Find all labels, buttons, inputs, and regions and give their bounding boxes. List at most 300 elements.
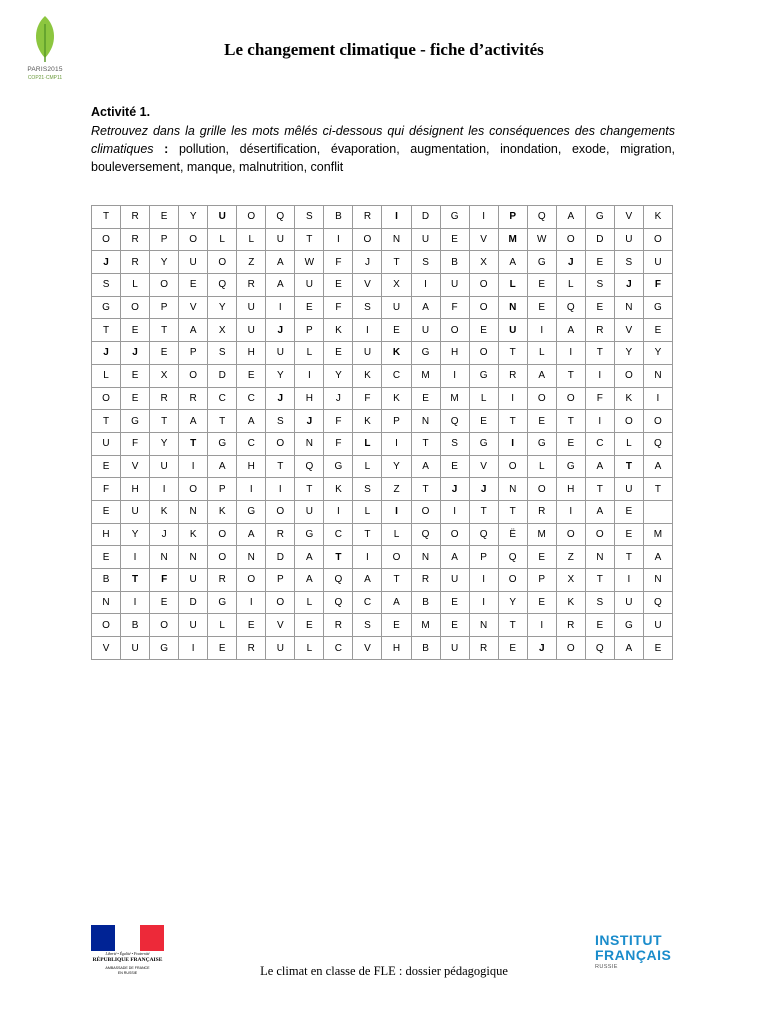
grid-cell: E (440, 591, 469, 614)
grid-cell: I (469, 206, 498, 229)
grid-cell: T (643, 478, 672, 501)
grid-row (92, 546, 673, 569)
grid-cell: L (353, 455, 382, 478)
grid-cell: C (353, 591, 382, 614)
grid-cell: E (92, 546, 121, 569)
grid-cell: P (382, 410, 411, 433)
grid-cell: A (411, 296, 440, 319)
grid-cell: U (643, 614, 672, 637)
grid-cell: T (498, 342, 527, 365)
grid-cell: T (353, 523, 382, 546)
grid-cell: U (179, 251, 208, 274)
grid-cell: T (382, 569, 411, 592)
grid-cell: P (150, 228, 179, 251)
grid-cell: O (382, 546, 411, 569)
grid-cell: P (150, 296, 179, 319)
grid-cell: I (498, 432, 527, 455)
grid-cell: G (208, 432, 237, 455)
grid-cell: O (643, 410, 672, 433)
grid-cell: T (585, 478, 614, 501)
word-search-grid (91, 205, 673, 660)
grid-cell: O (179, 364, 208, 387)
grid-cell: R (208, 569, 237, 592)
grid-cell: T (498, 410, 527, 433)
grid-cell: I (266, 296, 295, 319)
grid-cell: K (208, 500, 237, 523)
if-logo-line3: RUSSIE (595, 964, 618, 970)
if-logo-line1: INSTITUT (595, 932, 662, 948)
grid-cell: J (92, 251, 121, 274)
instruction-separator: : (153, 142, 179, 156)
grid-cell: K (353, 364, 382, 387)
grid-cell: N (643, 569, 672, 592)
grid-cell: A (585, 500, 614, 523)
grid-cell: V (469, 228, 498, 251)
grid-cell: J (440, 478, 469, 501)
grid-cell: U (440, 569, 469, 592)
grid-cell: G (121, 410, 150, 433)
grid-cell: T (150, 319, 179, 342)
grid-cell: O (266, 432, 295, 455)
grid-cell: Y (382, 455, 411, 478)
grid-cell: Y (266, 364, 295, 387)
grid-cell: U (295, 274, 324, 297)
grid-cell: E (324, 342, 353, 365)
if-logo-line2: FRANÇAIS (595, 947, 672, 963)
rf-country: EN RUSSIE (117, 971, 138, 975)
grid-cell: Q (324, 569, 353, 592)
grid-cell: A (440, 546, 469, 569)
french-flag-icon (91, 925, 164, 951)
grid-cell: O (121, 296, 150, 319)
grid-cell: L (295, 342, 324, 365)
grid-cell: A (295, 569, 324, 592)
grid-cell: G (440, 206, 469, 229)
grid-cell: T (208, 410, 237, 433)
grid-cell: I (411, 274, 440, 297)
grid-cell: Q (440, 410, 469, 433)
grid-cell: R (266, 523, 295, 546)
grid-cell: E (527, 274, 556, 297)
grid-cell: F (643, 274, 672, 297)
grid-cell: O (614, 364, 643, 387)
grid-cell: C (382, 364, 411, 387)
grid-cell: T (92, 410, 121, 433)
grid-cell: F (585, 387, 614, 410)
grid-cell (643, 500, 672, 523)
grid-cell: U (237, 319, 266, 342)
grid-cell: O (179, 228, 208, 251)
grid-cell: O (440, 523, 469, 546)
grid-cell: I (556, 342, 585, 365)
grid-cell: T (324, 546, 353, 569)
grid-cell: L (121, 274, 150, 297)
grid-cell: I (382, 206, 411, 229)
grid-cell: T (498, 500, 527, 523)
grid-cell: O (556, 637, 585, 660)
grid-cell: O (266, 591, 295, 614)
grid-cell: I (179, 637, 208, 660)
grid-cell: Y (150, 432, 179, 455)
grid-cell: T (585, 569, 614, 592)
grid-cell: A (556, 319, 585, 342)
grid-cell: A (585, 455, 614, 478)
grid-cell: G (556, 455, 585, 478)
grid-cell: P (266, 569, 295, 592)
grid-cell: U (411, 319, 440, 342)
grid-cell: V (353, 637, 382, 660)
grid-cell: U (643, 251, 672, 274)
grid-cell: M (440, 387, 469, 410)
grid-cell: U (266, 228, 295, 251)
grid-cell: O (353, 228, 382, 251)
grid-cell: H (92, 523, 121, 546)
grid-cell: W (527, 228, 556, 251)
grid-cell: U (121, 500, 150, 523)
grid-cell: E (150, 591, 179, 614)
grid-cell: S (353, 614, 382, 637)
grid-cell: T (411, 478, 440, 501)
grid-cell: S (585, 591, 614, 614)
grid-cell: Q (585, 637, 614, 660)
grid-cell: S (614, 251, 643, 274)
grid-cell: K (179, 523, 208, 546)
grid-cell: U (440, 274, 469, 297)
grid-cell: V (92, 637, 121, 660)
grid-cell: J (469, 478, 498, 501)
grid-cell: S (92, 274, 121, 297)
grid-cell: Z (382, 478, 411, 501)
grid-cell: I (527, 319, 556, 342)
grid-cell: L (556, 274, 585, 297)
grid-cell: T (498, 614, 527, 637)
grid-cell: I (469, 591, 498, 614)
grid-cell: L (237, 228, 266, 251)
grid-cell: G (237, 500, 266, 523)
grid-cell: U (92, 432, 121, 455)
grid-cell: E (382, 614, 411, 637)
grid-cell: N (498, 296, 527, 319)
grid-cell: S (353, 478, 382, 501)
grid-cell: M (643, 523, 672, 546)
grid-cell: A (353, 569, 382, 592)
grid-cell: E (440, 614, 469, 637)
grid-cell: Y (643, 342, 672, 365)
grid-cell: C (237, 432, 266, 455)
footer-text: Le climat en classe de FLE : dossier pédagogique (260, 964, 508, 978)
grid-cell: G (614, 614, 643, 637)
grid-row (92, 342, 673, 365)
grid-cell: T (411, 432, 440, 455)
grid-cell: I (382, 500, 411, 523)
grid-cell: T (585, 342, 614, 365)
grid-cell: L (353, 432, 382, 455)
grid-cell: E (237, 614, 266, 637)
grid-cell: O (527, 478, 556, 501)
grid-cell: L (295, 591, 324, 614)
grid-cell: D (266, 546, 295, 569)
grid-cell: E (440, 228, 469, 251)
grid-cell: T (469, 500, 498, 523)
grid-cell: E (92, 500, 121, 523)
grid-cell: T (295, 228, 324, 251)
grid-cell: V (121, 455, 150, 478)
grid-cell: I (527, 614, 556, 637)
grid-cell: I (353, 546, 382, 569)
grid-cell: B (440, 251, 469, 274)
grid-cell: I (469, 569, 498, 592)
grid-cell: U (353, 342, 382, 365)
grid-cell: S (208, 342, 237, 365)
grid-cell: N (498, 478, 527, 501)
grid-cell: U (411, 228, 440, 251)
grid-cell: F (121, 432, 150, 455)
grid-cell: N (643, 364, 672, 387)
grid-cell: T (92, 206, 121, 229)
grid-cell: H (440, 342, 469, 365)
grid-cell: N (179, 546, 208, 569)
rf-name: RÉPUBLIQUE FRANÇAISE (92, 957, 163, 963)
grid-cell: A (266, 251, 295, 274)
grid-cell: O (556, 228, 585, 251)
grid-cell: O (498, 569, 527, 592)
grid-cell: N (411, 410, 440, 433)
grid-cell: Z (556, 546, 585, 569)
grid-cell: T (556, 410, 585, 433)
grid-cell: A (382, 591, 411, 614)
grid-cell: G (469, 364, 498, 387)
grid-cell: S (266, 410, 295, 433)
grid-cell: E (469, 319, 498, 342)
grid-cell: D (179, 591, 208, 614)
grid-cell: E (382, 319, 411, 342)
grid-cell: L (469, 387, 498, 410)
grid-cell: R (411, 569, 440, 592)
grid-cell: N (614, 296, 643, 319)
grid-cell: U (440, 637, 469, 660)
grid-cell: K (382, 387, 411, 410)
grid-cell: H (556, 478, 585, 501)
grid-cell: P (469, 546, 498, 569)
grid-cell: N (150, 546, 179, 569)
grid-cell: R (179, 387, 208, 410)
grid-cell: Q (643, 591, 672, 614)
grid-cell: C (324, 637, 353, 660)
grid-cell: J (92, 342, 121, 365)
grid-cell: B (411, 637, 440, 660)
grid-cell: E (150, 342, 179, 365)
grid-cell: D (411, 206, 440, 229)
grid-cell: I (324, 228, 353, 251)
grid-cell: I (498, 387, 527, 410)
grid-cell: E (614, 500, 643, 523)
grid-cell: E (643, 319, 672, 342)
grid-cell: Q (295, 455, 324, 478)
grid-cell: E (295, 296, 324, 319)
grid-cell: I (614, 569, 643, 592)
grid-cell: A (614, 637, 643, 660)
grid-cell: O (440, 319, 469, 342)
grid-cell: L (498, 274, 527, 297)
grid-cell: G (527, 251, 556, 274)
grid-cell: K (324, 319, 353, 342)
grid-cell: K (556, 591, 585, 614)
grid-cell: U (179, 569, 208, 592)
grid-cell: G (643, 296, 672, 319)
grid-cell: D (585, 228, 614, 251)
grid-cell: M (527, 523, 556, 546)
grid-cell: O (266, 500, 295, 523)
logo-text-paris: PARIS2015 (27, 66, 63, 73)
grid-cell: Q (469, 523, 498, 546)
grid-cell: L (208, 228, 237, 251)
grid-cell: S (353, 296, 382, 319)
grid-cell: Y (150, 251, 179, 274)
grid-row (92, 432, 673, 455)
grid-cell: H (121, 478, 150, 501)
grid-cell: A (295, 546, 324, 569)
grid-cell: R (121, 251, 150, 274)
grid-cell: A (411, 455, 440, 478)
grid-cell: E (585, 296, 614, 319)
grid-cell: D (208, 364, 237, 387)
grid-cell: T (179, 432, 208, 455)
grid-cell: U (179, 614, 208, 637)
grid-cell: R (237, 637, 266, 660)
grid-cell: E (585, 251, 614, 274)
grid-cell: R (498, 364, 527, 387)
grid-cell: R (585, 319, 614, 342)
grid-cell: A (179, 319, 208, 342)
grid-cell: K (150, 500, 179, 523)
grid-cell: I (324, 500, 353, 523)
grid-cell: E (237, 364, 266, 387)
instruction-text: Retrouvez dans la grille les mots mêlés ci-dessous qui désignent les conséquences des changements climatiques (91, 124, 675, 156)
grid-cell: O (237, 569, 266, 592)
grid-cell: F (353, 387, 382, 410)
grid-cell: E (208, 637, 237, 660)
grid-cell: A (556, 206, 585, 229)
grid-cell: T (382, 251, 411, 274)
grid-cell: L (353, 500, 382, 523)
grid-cell: H (237, 455, 266, 478)
grid-cell: U (150, 455, 179, 478)
grid-cell: R (121, 206, 150, 229)
grid-cell: U (614, 228, 643, 251)
grid-cell: X (208, 319, 237, 342)
grid-cell: U (498, 319, 527, 342)
grid-cell: I (266, 478, 295, 501)
rf-motto: Liberté • Égalité • Fraternité (105, 952, 150, 956)
grid-row (92, 500, 673, 523)
grid-cell: L (295, 637, 324, 660)
grid-cell: I (295, 364, 324, 387)
grid-cell: U (614, 591, 643, 614)
grid-row (92, 591, 673, 614)
grid-cell: N (237, 546, 266, 569)
grid-row (92, 364, 673, 387)
grid-cell: I (179, 455, 208, 478)
grid-cell: V (469, 455, 498, 478)
grid-cell: X (469, 251, 498, 274)
grid-cell: O (411, 500, 440, 523)
grid-cell: N (469, 614, 498, 637)
grid-cell: Ë (498, 523, 527, 546)
grid-cell: R (556, 614, 585, 637)
grid-cell: F (324, 251, 353, 274)
grid-cell: Z (237, 251, 266, 274)
grid-cell: F (324, 296, 353, 319)
grid-cell: Y (498, 591, 527, 614)
grid-cell: E (179, 274, 208, 297)
grid-cell: E (121, 387, 150, 410)
grid-cell: Q (643, 432, 672, 455)
grid-cell: P (527, 569, 556, 592)
grid-cell: G (585, 206, 614, 229)
grid-cell: M (411, 364, 440, 387)
grid-cell: E (527, 296, 556, 319)
grid-row (92, 614, 673, 637)
grid-cell: Y (614, 342, 643, 365)
grid-cell: F (92, 478, 121, 501)
grid-cell: F (324, 410, 353, 433)
grid-cell: J (295, 410, 324, 433)
grid-cell: T (295, 478, 324, 501)
grid-row (92, 637, 673, 660)
grid-cell: X (382, 274, 411, 297)
grid-cell: T (614, 455, 643, 478)
grid-cell: E (324, 274, 353, 297)
grid-cell: Y (324, 364, 353, 387)
grid-cell: O (92, 228, 121, 251)
grid-cell: B (411, 591, 440, 614)
grid-cell: E (527, 546, 556, 569)
grid-cell: S (585, 274, 614, 297)
grid-cell: R (150, 387, 179, 410)
grid-cell: O (556, 387, 585, 410)
grid-cell: S (411, 251, 440, 274)
grid-cell: I (382, 432, 411, 455)
grid-row (92, 478, 673, 501)
grid-cell: O (150, 274, 179, 297)
grid-cell: A (208, 455, 237, 478)
grid-row (92, 523, 673, 546)
grid-cell: A (266, 274, 295, 297)
grid-cell: R (237, 274, 266, 297)
grid-cell: I (585, 364, 614, 387)
grid-cell: U (208, 206, 237, 229)
grid-cell: G (411, 342, 440, 365)
grid-cell: L (614, 432, 643, 455)
grid-cell: L (382, 523, 411, 546)
grid-cell: K (382, 342, 411, 365)
grid-cell: I (237, 591, 266, 614)
grid-cell: E (150, 206, 179, 229)
grid-cell: L (527, 455, 556, 478)
grid-cell: Q (266, 206, 295, 229)
grid-cell: R (121, 228, 150, 251)
grid-cell: H (295, 387, 324, 410)
grid-cell: B (92, 569, 121, 592)
grid-cell: I (585, 410, 614, 433)
grid-cell: G (527, 432, 556, 455)
grid-cell: V (353, 274, 382, 297)
grid-cell: C (324, 523, 353, 546)
grid-cell: V (614, 319, 643, 342)
grid-cell: O (498, 455, 527, 478)
activity-title: Activité 1. (91, 105, 151, 119)
grid-cell: L (527, 342, 556, 365)
